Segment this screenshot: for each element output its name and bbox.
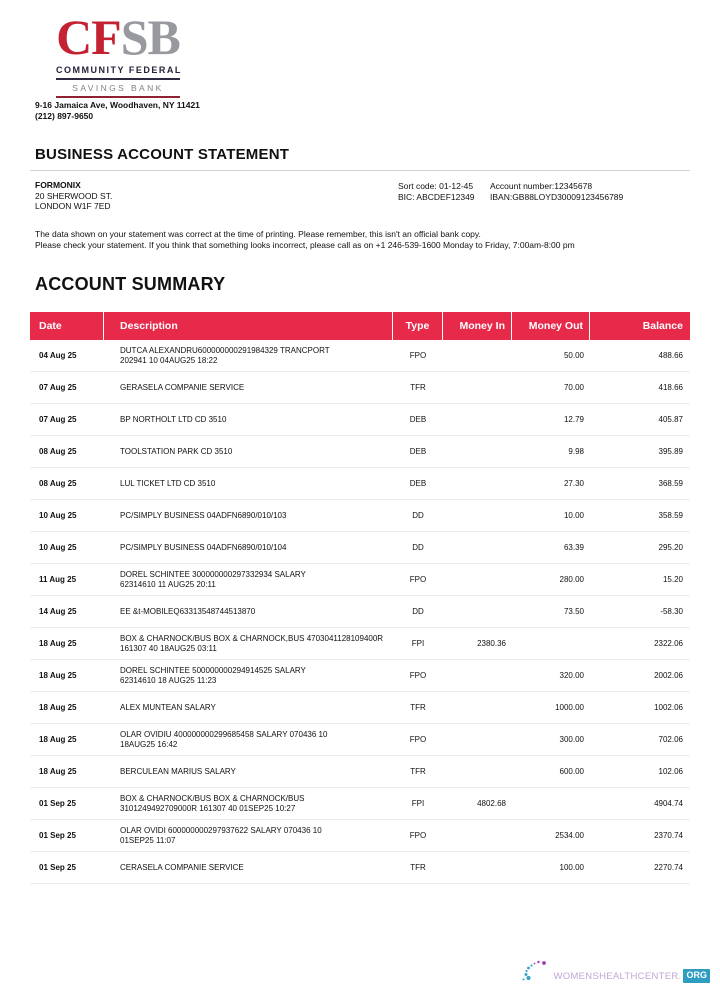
cell-date: 11 Aug 25 <box>39 575 77 584</box>
cell-money-out <box>512 801 590 807</box>
table-row <box>30 692 690 724</box>
statement-title: BUSINESS ACCOUNT STATEMENT <box>35 146 290 163</box>
cell-type: FPO <box>409 351 427 360</box>
cell-date: 18 Aug 25 <box>39 703 77 712</box>
cell-type: TFR <box>410 767 426 776</box>
cell-balance: 1002.06 <box>654 703 683 712</box>
cell-description: DOREL SCHINTEE 300000000297332934 SALARY 62314610 11 AUG25 20:11 <box>120 569 306 589</box>
cell-description: CERASELA COMPANIE SERVICE <box>120 862 244 872</box>
account-summary-heading: ACCOUNT SUMMARY <box>35 274 226 294</box>
customer-block <box>35 180 112 212</box>
cell-money-out: 1000.00 <box>555 703 584 712</box>
cell-money-in <box>443 609 512 615</box>
table-row <box>30 436 690 468</box>
cell-type: TFR <box>410 863 426 872</box>
col-header-money-out: Money Out <box>512 312 590 340</box>
col-header-money-in: Money In <box>443 312 512 340</box>
cell-balance: 405.87 <box>658 415 683 424</box>
account-number: Account number:12345678 <box>490 181 593 191</box>
cell-money-out: 9.98 <box>568 447 584 456</box>
cell-money-out: 73.50 <box>563 607 584 616</box>
table-row <box>30 724 690 756</box>
customer-name: FORMONIX <box>35 180 81 190</box>
table-row <box>30 468 690 500</box>
cell-money-out: 300.00 <box>559 735 584 744</box>
cell-money-in <box>443 833 512 839</box>
cell-type: TFR <box>410 383 426 392</box>
cell-balance: -58.30 <box>660 607 683 616</box>
cell-description: LUL TICKET LTD CD 3510 <box>120 478 216 488</box>
col-header-date: Date <box>30 312 104 340</box>
cell-money-in <box>443 705 512 711</box>
cell-money-out: 12.79 <box>563 415 584 424</box>
cell-money-in <box>443 513 512 519</box>
cell-balance: 295.20 <box>658 543 683 552</box>
cell-balance: 2002.06 <box>654 671 683 680</box>
bank-logo <box>56 9 182 98</box>
cell-description: DOREL SCHINTEE 500000000294914525 SALARY 62314610 18 AUG25 11:23 <box>120 665 306 685</box>
col-header-balance: Balance <box>642 320 683 332</box>
cell-money-in <box>443 545 512 551</box>
table-row <box>30 852 690 884</box>
cell-balance: 418.66 <box>658 383 683 392</box>
transactions-table <box>30 312 690 884</box>
cell-date: 01 Sep 25 <box>39 831 76 840</box>
cell-type: DD <box>412 543 424 552</box>
table-row <box>30 372 690 404</box>
cell-balance: 15.20 <box>662 575 683 584</box>
cell-money-out: 100.00 <box>559 863 584 872</box>
cell-money-in <box>443 385 512 391</box>
cell-money-out: 27.30 <box>563 479 584 488</box>
bank-address: 9-16 Jamaica Ave, Woodhaven, NY 11421 <box>35 100 200 110</box>
col-header-description: Description <box>104 312 393 340</box>
cell-type: DD <box>412 511 424 520</box>
cell-balance: 702.06 <box>658 735 683 744</box>
bank-address-block <box>35 100 200 122</box>
cell-balance: 395.89 <box>658 447 683 456</box>
cell-type: FPO <box>409 735 427 744</box>
cell-money-out <box>512 641 590 647</box>
cell-balance: 2370.74 <box>654 831 683 840</box>
table-row <box>30 532 690 564</box>
cell-date: 18 Aug 25 <box>39 671 77 680</box>
cell-type: DD <box>412 607 424 616</box>
cell-money-in <box>443 865 512 871</box>
cell-type: FPI <box>411 639 425 648</box>
table-row <box>30 788 690 820</box>
cell-money-in <box>443 577 512 583</box>
footer-org-badge: ORG <box>683 969 710 983</box>
footer-dots-icon <box>522 959 552 983</box>
notice-line2: Please check your statement. If you think that something looks incorrect, please call as on +1 246-539-1600 Monday to Friday, 7:00am-8:00 pm <box>35 239 575 250</box>
table-body <box>30 340 690 884</box>
table-row <box>30 756 690 788</box>
table-row <box>30 500 690 532</box>
table-header <box>30 312 690 340</box>
cell-balance: 2270.74 <box>654 863 683 872</box>
cell-date: 10 Aug 25 <box>39 511 77 520</box>
bank-name-line2: SAVINGS BANK <box>56 83 180 98</box>
cell-description: BERCULEAN MARIUS SALARY <box>120 766 236 776</box>
customer-address-line2: LONDON W1F 7ED <box>35 201 111 211</box>
table-row <box>30 564 690 596</box>
cell-money-in <box>443 481 512 487</box>
cell-money-in <box>443 417 512 423</box>
table-row <box>30 628 690 660</box>
cell-balance: 4904.74 <box>654 799 683 808</box>
cell-money-out: 2534.00 <box>555 831 584 840</box>
account-details-block <box>398 181 623 203</box>
cell-description: GERASELA COMPANIE SERVICE <box>120 382 245 392</box>
cell-type: DEB <box>409 479 427 488</box>
sort-code: Sort code: 01-12-45 <box>398 181 474 191</box>
footer-watermark <box>522 959 711 983</box>
cell-date: 01 Sep 25 <box>39 799 76 808</box>
cell-type: DEB <box>409 447 427 456</box>
cell-balance: 488.66 <box>658 351 683 360</box>
cell-balance: 102.06 <box>658 767 683 776</box>
cell-balance: 2322.06 <box>654 639 683 648</box>
cell-date: 01 Sep 25 <box>39 863 76 872</box>
bank-logo-wordmark <box>56 9 180 65</box>
cell-description: PC/SIMPLY BUSINESS 04ADFN6890/010/103 <box>120 510 287 520</box>
statement-notice <box>35 229 575 250</box>
cell-type: FPI <box>411 799 425 808</box>
cell-date: 18 Aug 25 <box>39 767 77 776</box>
cell-money-in: 2380.36 <box>477 639 506 648</box>
cell-type: FPO <box>409 575 427 584</box>
cell-type: FPO <box>409 831 427 840</box>
cell-date: 14 Aug 25 <box>39 607 77 616</box>
cell-type: TFR <box>410 703 426 712</box>
cell-description: BP NORTHOLT LTD CD 3510 <box>120 414 227 424</box>
cell-money-in <box>443 449 512 455</box>
cell-date: 07 Aug 25 <box>39 383 77 392</box>
cell-money-out: 600.00 <box>559 767 584 776</box>
bank-phone: (212) 897-9650 <box>35 111 94 121</box>
cell-money-in: 4802.68 <box>477 799 506 808</box>
cell-balance: 358.59 <box>658 511 683 520</box>
cell-money-out: 70.00 <box>563 383 584 392</box>
logo-cf: CF <box>56 9 121 65</box>
cell-money-out: 10.00 <box>563 511 584 520</box>
cell-description: BOX & CHARNOCK/BUS BOX & CHARNOCK/BUS 3101249492709000R 161307 40 01SEP25 10:27 <box>120 793 305 813</box>
col-header-type: Type <box>393 312 443 340</box>
logo-sb: SB <box>120 9 180 65</box>
table-row <box>30 404 690 436</box>
cell-date: 07 Aug 25 <box>39 415 77 424</box>
cell-description: TOOLSTATION PARK CD 3510 <box>120 446 233 456</box>
cell-description: EE &t-MOBILEQ63313548744513870 <box>120 606 256 616</box>
title-divider <box>30 170 690 171</box>
cell-money-in <box>443 737 512 743</box>
cell-description: PC/SIMPLY BUSINESS 04ADFN6890/010/104 <box>120 542 287 552</box>
cell-money-in <box>443 769 512 775</box>
footer-site-text: WOMENSHEALTHCENTER. <box>553 971 682 982</box>
table-row <box>30 820 690 852</box>
cell-date: 18 Aug 25 <box>39 639 77 648</box>
table-row <box>30 340 690 372</box>
cell-description: OLAR OVIDI 600000000297937622 SALARY 070436 10 01SEP25 11:07 <box>120 825 322 845</box>
cell-date: 18 Aug 25 <box>39 735 77 744</box>
cell-date: 04 Aug 25 <box>39 351 77 360</box>
table-row <box>30 660 690 692</box>
iban: IBAN:GB88LOYD30009123456789 <box>490 192 624 202</box>
cell-description: ALEX MUNTEAN SALARY <box>120 702 216 712</box>
cell-description: OLAR OVIDIU 400000000299685458 SALARY 070436 10 18AUG25 16:42 <box>120 729 328 749</box>
cell-money-out: 50.00 <box>563 351 584 360</box>
cell-money-out: 63.39 <box>563 543 584 552</box>
cell-type: FPO <box>409 671 427 680</box>
cell-money-out: 320.00 <box>559 671 584 680</box>
cell-money-in <box>443 673 512 679</box>
cell-date: 08 Aug 25 <box>39 479 77 488</box>
bic: BIC: ABCDEF12349 <box>398 192 475 202</box>
cell-money-out: 280.00 <box>559 575 584 584</box>
bank-name-line1: COMMUNITY FEDERAL <box>56 65 180 80</box>
table-row <box>30 596 690 628</box>
cell-date: 08 Aug 25 <box>39 447 77 456</box>
cell-description: DUTCA ALEXANDRU600000000291984329 TRANCPORT 202941 10 04AUG25 18:22 <box>120 345 330 365</box>
cell-description: BOX & CHARNOCK/BUS BOX & CHARNOCK,BUS 4703041128109400R 161307 40 18AUG25 03:11 <box>120 633 384 653</box>
cell-balance: 368.59 <box>658 479 683 488</box>
cell-money-in <box>443 353 512 359</box>
notice-line1: The data shown on your statement was correct at the time of printing. Please remember, this isn't an official bank copy. <box>35 229 481 239</box>
cell-date: 10 Aug 25 <box>39 543 77 552</box>
cell-type: DEB <box>409 415 427 424</box>
customer-address-line1: 20 SHERWOOD ST. <box>35 190 113 201</box>
